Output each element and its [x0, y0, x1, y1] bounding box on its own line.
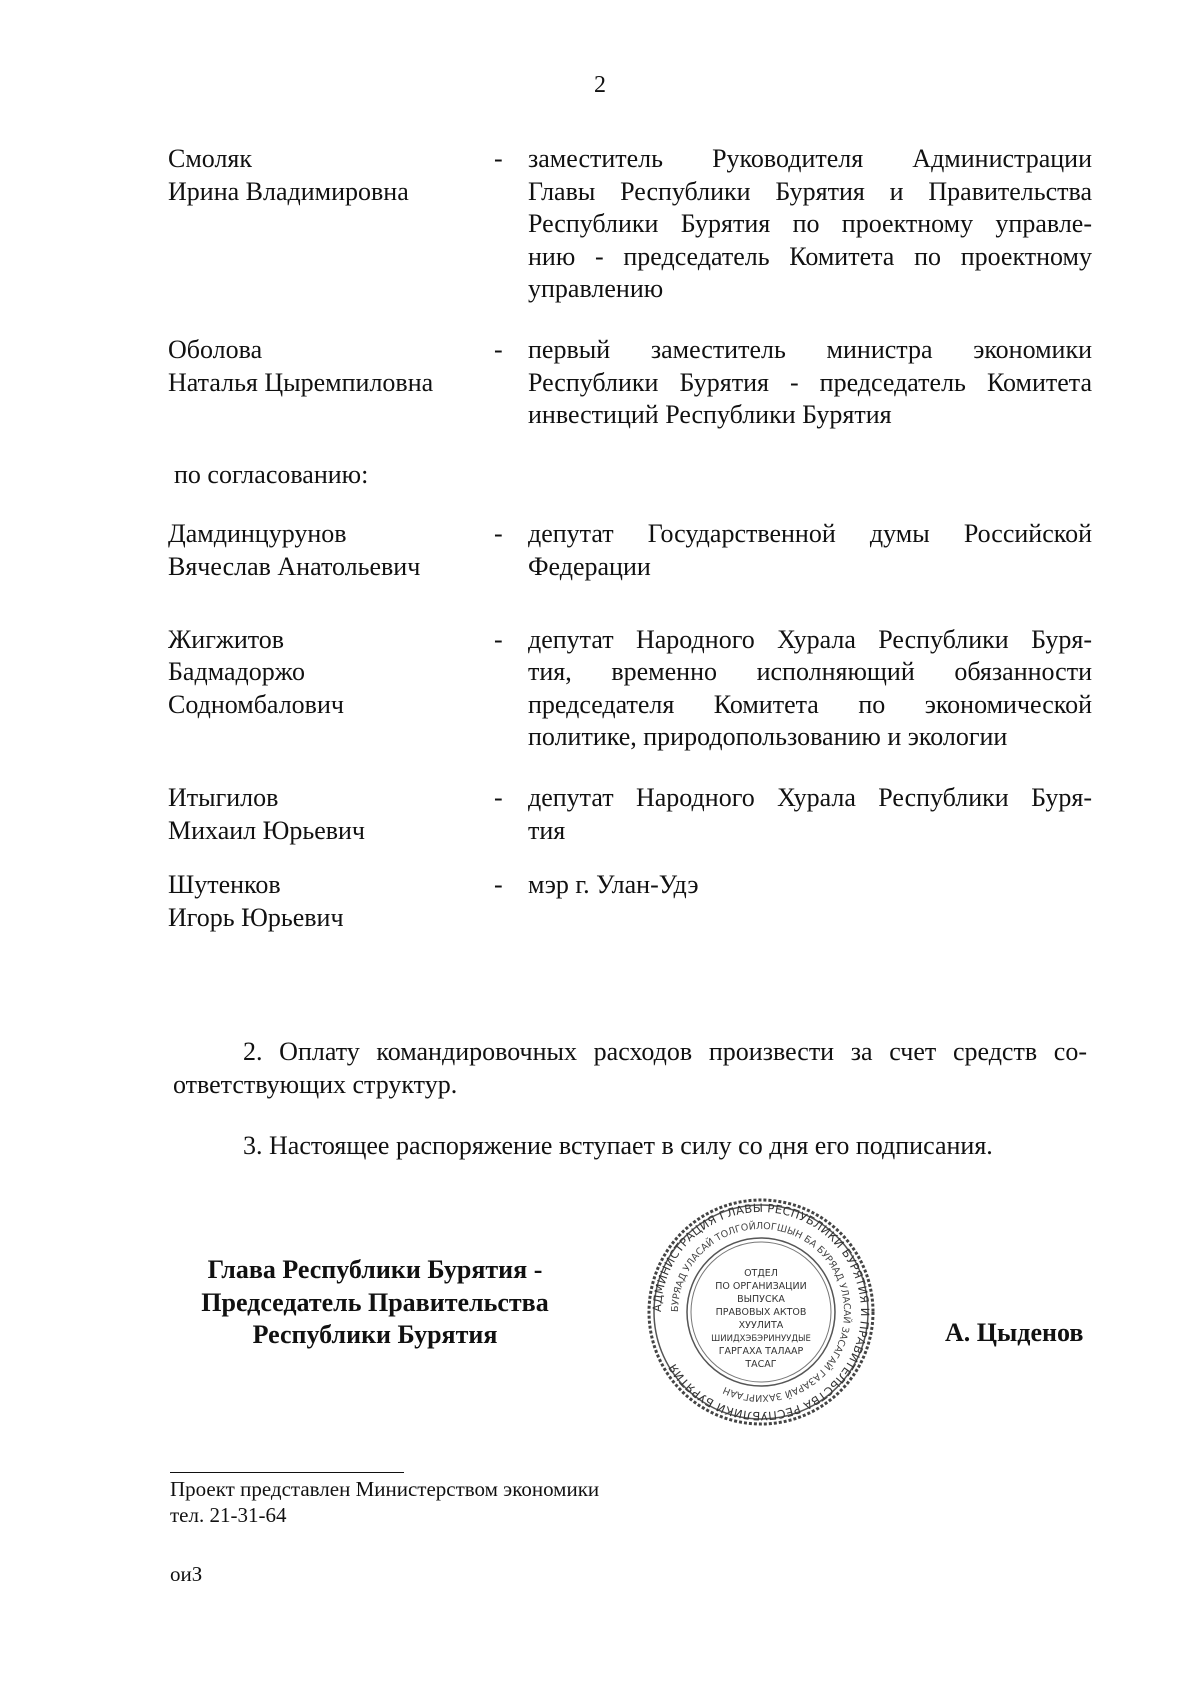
member-role: депутат Народного Хурала Республики Буря- тия	[528, 782, 1092, 845]
svg-text:ОТДЕЛ: ОТДЕЛ	[744, 1268, 778, 1279]
seal-outer-text: АДМИНИСТРАЦИЯ ГЛАВЫ РЕСПУБЛИКИ БУРЯТИЯ И ПРАВИТЕЛЬСТВА РЕСПУБЛИКИ БУРЯТИЯ	[649, 1200, 873, 1424]
signatory-title: Глава Республики Бурятия - Председатель Правительства Республики Бурятия	[201, 1255, 549, 1350]
seal-inner-text: БУРЯАД УЛАСАЙ ТОЛГОЙЛОГШЫН БА БУРЯАД УЛАСАЙ ЗАСАГАЙ ГАЗАРАЙ ЗАХИРГААН	[669, 1220, 853, 1404]
svg-text:ТАСАГ: ТАСАГ	[745, 1359, 777, 1370]
signatory-name: А. Цыденов	[945, 1318, 1084, 1347]
members-list	[168, 143, 1092, 934]
svg-text:ВЫПУСКА: ВЫПУСКА	[737, 1294, 785, 1305]
paragraph-3: 3. Настоящее распоряжение вступает в силу со дня его подписания.	[243, 1131, 993, 1160]
svg-text:ПРАВОВЫХ АКТОВ: ПРАВОВЫХ АКТОВ	[715, 1307, 807, 1318]
dash: -	[494, 519, 503, 549]
footnote-divider	[170, 1472, 404, 1473]
member-entry	[168, 143, 1092, 306]
dash: -	[494, 782, 503, 812]
dash: -	[494, 870, 503, 900]
member-entry	[168, 334, 1092, 432]
svg-text:ПО ОРГАНИЗАЦИИ: ПО ОРГАНИЗАЦИИ	[715, 1281, 807, 1292]
member-role: депутат Государственной думы Российской Федерации	[528, 519, 1092, 581]
paragraph-2: 2. Оплату командировочных расходов произвести за счет средств со- ответствующих структур.	[173, 1037, 1087, 1099]
member-name: Шутенков Игорь Юрьевич	[168, 870, 344, 932]
member-entry	[168, 624, 1092, 754]
member-name: Итыгилов Михаил Юрьевич	[168, 782, 366, 845]
section-label: по согласованию:	[174, 459, 369, 489]
member-entry	[168, 869, 1092, 934]
footnote: Проект представлен Министерством экономики тел. 21-31-64	[170, 1477, 600, 1527]
dash: -	[494, 624, 503, 654]
member-name: Дамдинцурунов Вячеслав Анатольевич	[168, 519, 421, 581]
member-entry	[168, 518, 1092, 583]
svg-text:ХУУЛИТА: ХУУЛИТА	[738, 1320, 784, 1331]
svg-text:ГАРГАХА ТАЛААР: ГАРГАХА ТАЛААР	[718, 1346, 804, 1357]
member-role: депутат Народного Хурала Республики Буря- тия, временно исполняющий обязанности председателя Комитета по экономической политике, природопользованию и экологии	[528, 624, 1092, 752]
member-name: Оболова Наталья Цыремпиловна	[168, 334, 434, 397]
official-seal	[645, 1196, 877, 1428]
dash: -	[494, 334, 503, 364]
svg-text:ШИИДХЭБЭРИНУУДЫЕ: ШИИДХЭБЭРИНУУДЫЕ	[711, 1334, 811, 1344]
member-role: заместитель Руководителя Администрации Главы Республики Бурятия и Правительства Республики Бурятия по проектному управле- нию - председатель Комитета по проектному управлению	[528, 144, 1092, 304]
seal-center-text	[711, 1268, 811, 1370]
member-name: Смоляк Ирина Владимировна	[168, 144, 409, 206]
member-name: Жигжитов Бадмадоржо Содномбалович	[168, 624, 344, 719]
member-entry	[168, 782, 1092, 847]
document-code: оиЗ	[170, 1562, 203, 1586]
dash: -	[494, 144, 503, 173]
member-role: первый заместитель министра экономики Республики Бурятия - председатель Комитета инвестиций Республики Бурятия	[528, 334, 1092, 430]
member-role: мэр г. Улан-Удэ	[528, 870, 699, 900]
page-number: 2	[594, 72, 606, 98]
